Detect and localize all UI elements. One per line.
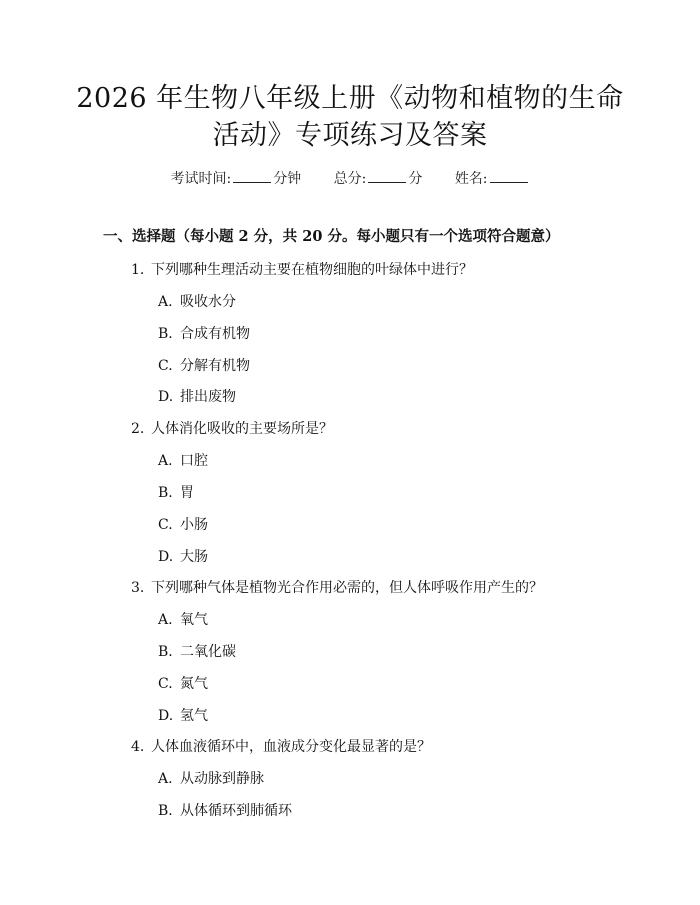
option-text: 吸收水分 <box>180 294 236 310</box>
question-4 <box>131 737 431 757</box>
total-score-label: 总分: <box>333 171 367 187</box>
question-text: 人体消化吸收的主要场所是？ <box>151 421 333 437</box>
option-letter: A. <box>158 453 173 469</box>
question-number: 1. <box>131 262 145 278</box>
question-3-option-c <box>158 674 208 694</box>
question-2-option-b <box>158 483 194 503</box>
question-4-option-b <box>158 801 292 821</box>
question-2-option-c <box>158 515 208 535</box>
option-letter: B. <box>158 326 173 342</box>
option-letter: A. <box>158 612 173 628</box>
question-3-option-a <box>158 610 208 630</box>
question-2-option-d <box>158 547 208 567</box>
option-letter: C. <box>158 517 173 533</box>
question-text: 下列哪种气体是植物光合作用必需的，但人体呼吸作用产生的？ <box>151 580 543 596</box>
question-1-option-c <box>158 356 250 376</box>
question-3-option-d <box>158 706 208 726</box>
option-text: 二氧化碳 <box>180 644 236 660</box>
question-text: 下列哪种生理活动主要在植物细胞的叶绿体中进行？ <box>151 262 473 278</box>
option-text: 从体循环到肺循环 <box>180 803 292 819</box>
question-number: 2. <box>131 421 145 437</box>
option-letter: B. <box>158 485 173 501</box>
option-text: 胃 <box>180 485 194 501</box>
document-title-line-2: 活动》专项练习及答案 <box>212 120 488 151</box>
option-letter: B. <box>158 644 173 660</box>
question-3-option-b <box>158 642 236 662</box>
option-letter: B. <box>158 803 173 819</box>
option-text: 分解有机物 <box>180 358 250 374</box>
exam-time-unit: 分钟 <box>273 171 302 187</box>
question-2 <box>131 419 333 439</box>
option-text: 排出废物 <box>180 389 236 405</box>
option-text: 小肠 <box>180 517 208 533</box>
option-letter: C. <box>158 358 173 374</box>
question-2-option-a <box>158 451 208 471</box>
question-1-option-a <box>158 292 236 312</box>
document-title-line-1: 2026 年生物八年级上册《动物和植物的生命 <box>76 83 624 114</box>
exam-info-line <box>0 168 700 189</box>
option-letter: A. <box>158 771 173 787</box>
option-text: 氮气 <box>180 676 208 692</box>
option-letter: D. <box>158 708 174 724</box>
question-1-option-d <box>158 387 236 407</box>
option-text: 氧气 <box>180 612 208 628</box>
section-heading-multiple-choice: 一、选择题（每小题 2 分，共 20 分。每小题只有一个选项符合题意） <box>103 228 560 245</box>
question-3 <box>131 578 543 598</box>
question-number: 4. <box>131 739 145 755</box>
question-1-option-b <box>158 324 250 344</box>
option-text: 氢气 <box>180 708 208 724</box>
option-letter: D. <box>158 389 174 405</box>
question-1 <box>131 260 473 280</box>
option-text: 大肠 <box>180 549 208 565</box>
question-number: 3. <box>131 580 145 596</box>
name-field <box>455 168 530 189</box>
option-letter: C. <box>158 676 173 692</box>
question-4-option-a <box>158 769 264 789</box>
name-label: 姓名: <box>454 171 488 187</box>
option-text: 合成有机物 <box>180 326 250 342</box>
exam-time-blank <box>233 168 271 183</box>
option-letter: D. <box>158 549 174 565</box>
total-score-blank <box>368 168 406 183</box>
total-score-unit: 分 <box>408 171 423 187</box>
exam-time-label: 考试时间: <box>170 171 232 187</box>
name-blank <box>490 168 528 183</box>
option-text: 口腔 <box>180 453 208 469</box>
total-score-field <box>334 168 423 189</box>
question-text: 人体血液循环中，血液成分变化最显著的是？ <box>151 739 431 755</box>
exam-time-field <box>170 168 301 189</box>
option-text: 从动脉到静脉 <box>180 771 264 787</box>
option-letter: A. <box>158 294 173 310</box>
